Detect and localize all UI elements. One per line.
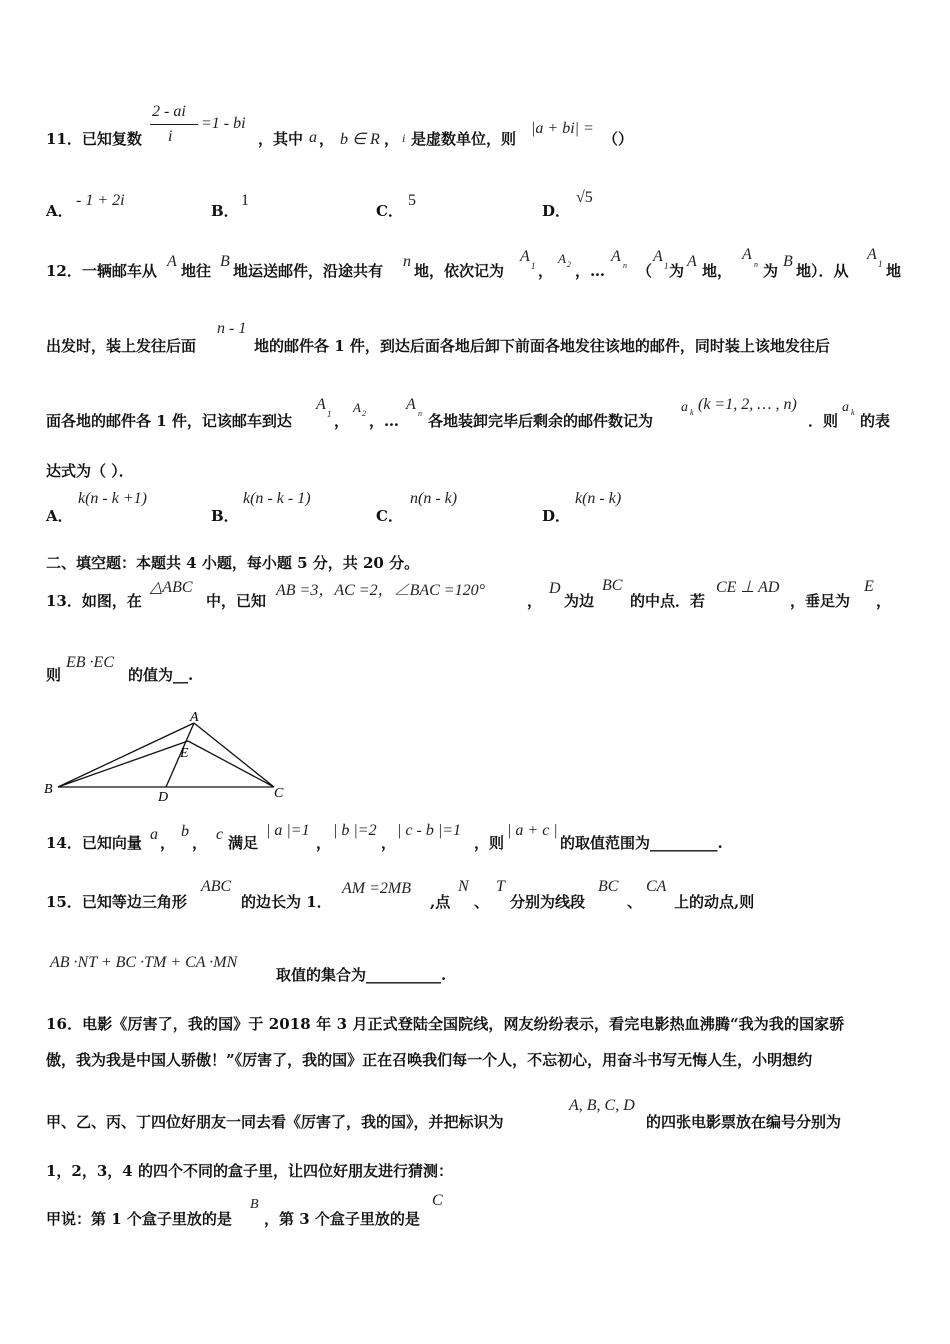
q12-text: 各地装卸完毕后剩余的邮件数记为 bbox=[428, 412, 654, 430]
q11-stem: 11．已知复数 bbox=[46, 130, 142, 148]
q12-point-B: B bbox=[783, 253, 793, 270]
q11-frac-numerator: 2 - ai bbox=[152, 103, 186, 120]
label-E: E bbox=[180, 746, 189, 761]
q11-comma: ， bbox=[319, 130, 335, 148]
q16-letter-C: C bbox=[432, 1192, 443, 1209]
section-heading-fill-in: 二、填空题：本题共 4 小题，每小题 5 分，共 20 分。 bbox=[46, 554, 420, 572]
q11-option-c-value: 5 bbox=[408, 192, 416, 209]
q14-vec-b: b bbox=[181, 823, 189, 840]
q11-text-where: ，其中 bbox=[258, 130, 304, 148]
q11-equation-rhs: =1 - bi bbox=[201, 115, 246, 132]
q12-text: ．则 bbox=[808, 412, 839, 430]
q13-point-D: D bbox=[549, 580, 561, 597]
q12-A1: A bbox=[867, 246, 877, 263]
label-C: C bbox=[274, 786, 284, 801]
q12-option-d-label: D． bbox=[542, 507, 571, 525]
q12-option-d-value: k(n - k) bbox=[575, 490, 622, 507]
q14-text: ，则 bbox=[474, 834, 505, 852]
q12-option-c-label: C． bbox=[376, 507, 403, 525]
q15-text: 的边长为 1． bbox=[241, 893, 332, 911]
q12-text: 为 bbox=[669, 262, 685, 280]
q12-An-sub: n bbox=[418, 409, 422, 418]
q14-text: ， bbox=[381, 834, 397, 852]
q11-option-a-value: - 1 + 2i bbox=[76, 192, 125, 209]
q15-expression: AB ·NT + BC ·TM + CA ·MN bbox=[50, 954, 238, 971]
q11-b-in-R: b ∈ R bbox=[340, 131, 380, 148]
segment-EC bbox=[188, 741, 274, 787]
q16-line-5: 甲说：第 1 个盒子里放的是 bbox=[46, 1210, 232, 1228]
q12-text: 地运送邮件，沿途共有 bbox=[233, 262, 384, 280]
q13-text: 中，已知 bbox=[206, 592, 267, 610]
q11-fraction-bar bbox=[150, 124, 198, 125]
q13-text: ，垂足为 bbox=[790, 592, 851, 610]
q12-text: （ bbox=[637, 262, 653, 280]
q14-text: ， bbox=[160, 834, 176, 852]
q12-text: 达式为（ ）． bbox=[46, 462, 134, 480]
q12-An-sub: n bbox=[754, 260, 758, 269]
q11-option-b-value: 1 bbox=[241, 192, 249, 209]
q15-text: 、 bbox=[474, 893, 490, 911]
q11-frac-denominator: i bbox=[168, 128, 173, 145]
q11-abs-expression: |a + bi| = bbox=[531, 120, 594, 137]
q12-text: 地的邮件各 1 件，到达后面各地后卸下前面各地发往该地的邮件，同时装上该地发往后 bbox=[254, 337, 830, 355]
q12-text: 地 bbox=[886, 262, 902, 280]
segment-BA bbox=[58, 723, 194, 787]
q11-imag-unit: i bbox=[402, 131, 406, 145]
q12-An: A bbox=[742, 246, 752, 263]
q13-BC: BC bbox=[602, 577, 623, 594]
q12-a-k: a bbox=[842, 400, 849, 415]
q15-CA: CA bbox=[646, 878, 667, 895]
q15-text: 分别为线段 bbox=[510, 893, 586, 911]
q12-text: 地， bbox=[702, 262, 733, 280]
q11-option-d-value: √5 bbox=[576, 189, 593, 206]
q13-given: AB =3，AC =2，∠BAC =120° bbox=[276, 582, 486, 599]
q12-text: 面各地的邮件各 1 件，记该邮车到达 bbox=[46, 412, 292, 430]
q16-line-3-end: 的四张电影票放在编号分别为 bbox=[646, 1113, 842, 1131]
label-D: D bbox=[158, 790, 169, 805]
q16-line-1: 16．电影《厉害了，我的国》于 2018 年 3 月正式登陆全国院线，网友纷纷表示，看完电影热血沸腾“我为我的国家骄 bbox=[46, 1015, 845, 1033]
q13-text: ， bbox=[876, 592, 892, 610]
q12-A2-sub: 2 bbox=[362, 409, 366, 418]
q16-line-4: 1，2，3，4 的四个不同的盒子里，让四位好朋友进行猜测： bbox=[46, 1162, 453, 1180]
q12-option-c-value: n(n - k) bbox=[410, 490, 458, 507]
q12-option-a-value: k(n - k +1) bbox=[78, 490, 147, 507]
q12-A1-sub: 1 bbox=[327, 409, 332, 419]
q12-n-minus-1: n - 1 bbox=[217, 320, 247, 337]
q12-text: ，… bbox=[575, 262, 606, 280]
q12-A1-sub: 1 bbox=[878, 259, 883, 269]
q14-cond-3: | c - b |=1 bbox=[397, 822, 462, 839]
q12-point-A: A bbox=[167, 253, 177, 270]
q14-text: ， bbox=[192, 834, 208, 852]
q15-text: ,点 bbox=[430, 893, 451, 911]
q13-dot-product: EB ·EC bbox=[66, 654, 114, 671]
q12-An: A bbox=[406, 396, 416, 413]
q11-paren: （） bbox=[603, 130, 634, 148]
q13-triangle: △ABC bbox=[150, 579, 193, 596]
q15-ABC: ABC bbox=[201, 878, 232, 895]
q12-A2-sub: 2 bbox=[567, 260, 571, 269]
q16-line-5-mid: ，第 3 个盒子里放的是 bbox=[264, 1210, 420, 1228]
q15-point-T: T bbox=[496, 878, 505, 895]
q15-BC: BC bbox=[598, 878, 619, 895]
label-A: A bbox=[190, 710, 199, 725]
q14-answer-blank: 的取值范围为_________. bbox=[560, 834, 723, 852]
q12-text: 地，依次记为 bbox=[414, 262, 505, 280]
q16-line-3: 甲、乙、丙、丁四位好朋友一同去看《厉害了，我的国》，并把标识为 bbox=[46, 1113, 504, 1131]
q12-A1: A bbox=[653, 248, 663, 265]
q15-text: 上的动点,则 bbox=[674, 893, 755, 911]
q14-vec-c: c bbox=[216, 826, 224, 843]
q14-cond-1: | a |=1 bbox=[266, 822, 310, 839]
q15-AM-condition: AM =2MB bbox=[342, 880, 411, 897]
q12-A2: A bbox=[353, 400, 361, 415]
q12-point-B: B bbox=[220, 253, 230, 270]
q14-vec-a: a bbox=[150, 826, 158, 843]
q14-cond-2: | b |=2 bbox=[333, 822, 377, 839]
q12-var-n: n bbox=[403, 253, 411, 270]
q16-line-2: 傲，我为我是中国人骄傲！”《厉害了，我的国》正在召唤我们每一个人，不忘初心，用奋斗书写无悔人生，小明想约 bbox=[46, 1051, 813, 1069]
q14-text: 满足 bbox=[228, 834, 259, 852]
q12-text: 12．一辆邮车从 bbox=[46, 262, 157, 280]
q12-option-b-label: B． bbox=[211, 507, 239, 525]
q14-text: 14．已知向量 bbox=[46, 834, 142, 852]
q11-option-a-label: A． bbox=[46, 202, 73, 220]
q12-A1-sub: 1 bbox=[664, 261, 669, 271]
q12-option-a-label: A． bbox=[46, 507, 73, 525]
q11-text-unit: 是虚数单位，则 bbox=[411, 130, 517, 148]
q15-point-N: N bbox=[458, 878, 469, 895]
q13-triangle-figure bbox=[40, 705, 300, 805]
q15-text: 、 bbox=[627, 893, 643, 911]
q11-option-d-label: D． bbox=[542, 202, 571, 220]
q12-k-range: (k =1, 2, … , n) bbox=[698, 396, 797, 413]
q13-text: 13．如图，在 bbox=[46, 592, 142, 610]
q13-text: 则 bbox=[46, 666, 62, 684]
q14-expression: | a + c | bbox=[507, 822, 558, 839]
q12-An-sub: n bbox=[623, 261, 627, 270]
q15-answer-blank: 取值的集合为__________. bbox=[276, 966, 447, 984]
q11-comma: ， bbox=[384, 130, 400, 148]
q12-text: 地往 bbox=[181, 262, 212, 280]
q12-A2: A bbox=[558, 251, 566, 266]
q12-A1: A bbox=[316, 396, 326, 413]
label-B: B bbox=[44, 782, 53, 797]
q12-text: 的表 bbox=[860, 412, 891, 430]
q12-An: A bbox=[611, 248, 621, 265]
q13-text: 为边 bbox=[564, 592, 595, 610]
q16-letter-B: B bbox=[250, 1197, 259, 1212]
q13-answer-blank: 的值为__. bbox=[128, 666, 194, 684]
q11-option-b-label: B． bbox=[211, 202, 239, 220]
segment-AC bbox=[194, 723, 274, 787]
q12-text: 地）．从 bbox=[796, 262, 849, 280]
q12-text: ， bbox=[334, 412, 350, 430]
q12-text: ，… bbox=[369, 412, 400, 430]
q12-text: 为 bbox=[763, 262, 779, 280]
q12-A1-sub: 1 bbox=[531, 261, 536, 271]
q12-text: ， bbox=[538, 262, 554, 280]
q15-text: 15．已知等边三角形 bbox=[46, 893, 187, 911]
q12-point-A: A bbox=[687, 253, 697, 270]
q11-option-c-label: C． bbox=[376, 202, 403, 220]
q12-a-k-sub: k bbox=[851, 408, 855, 417]
q16-tickets-ABCD: A, B, C, D bbox=[569, 1097, 635, 1114]
q12-a-k: a bbox=[681, 400, 688, 415]
q13-text: ， bbox=[527, 592, 543, 610]
q12-text: 出发时，装上发往后面 bbox=[46, 337, 197, 355]
q12-a-k-sub: k bbox=[690, 408, 694, 417]
q14-text: ， bbox=[316, 834, 332, 852]
q13-perp: CE ⊥ AD bbox=[716, 579, 780, 596]
q11-var-a: a bbox=[309, 129, 317, 146]
q12-A1: A bbox=[520, 248, 530, 265]
q13-text: 的中点．若 bbox=[630, 592, 706, 610]
q13-point-E: E bbox=[864, 578, 874, 595]
q12-option-b-value: k(n - k - 1) bbox=[243, 490, 311, 507]
